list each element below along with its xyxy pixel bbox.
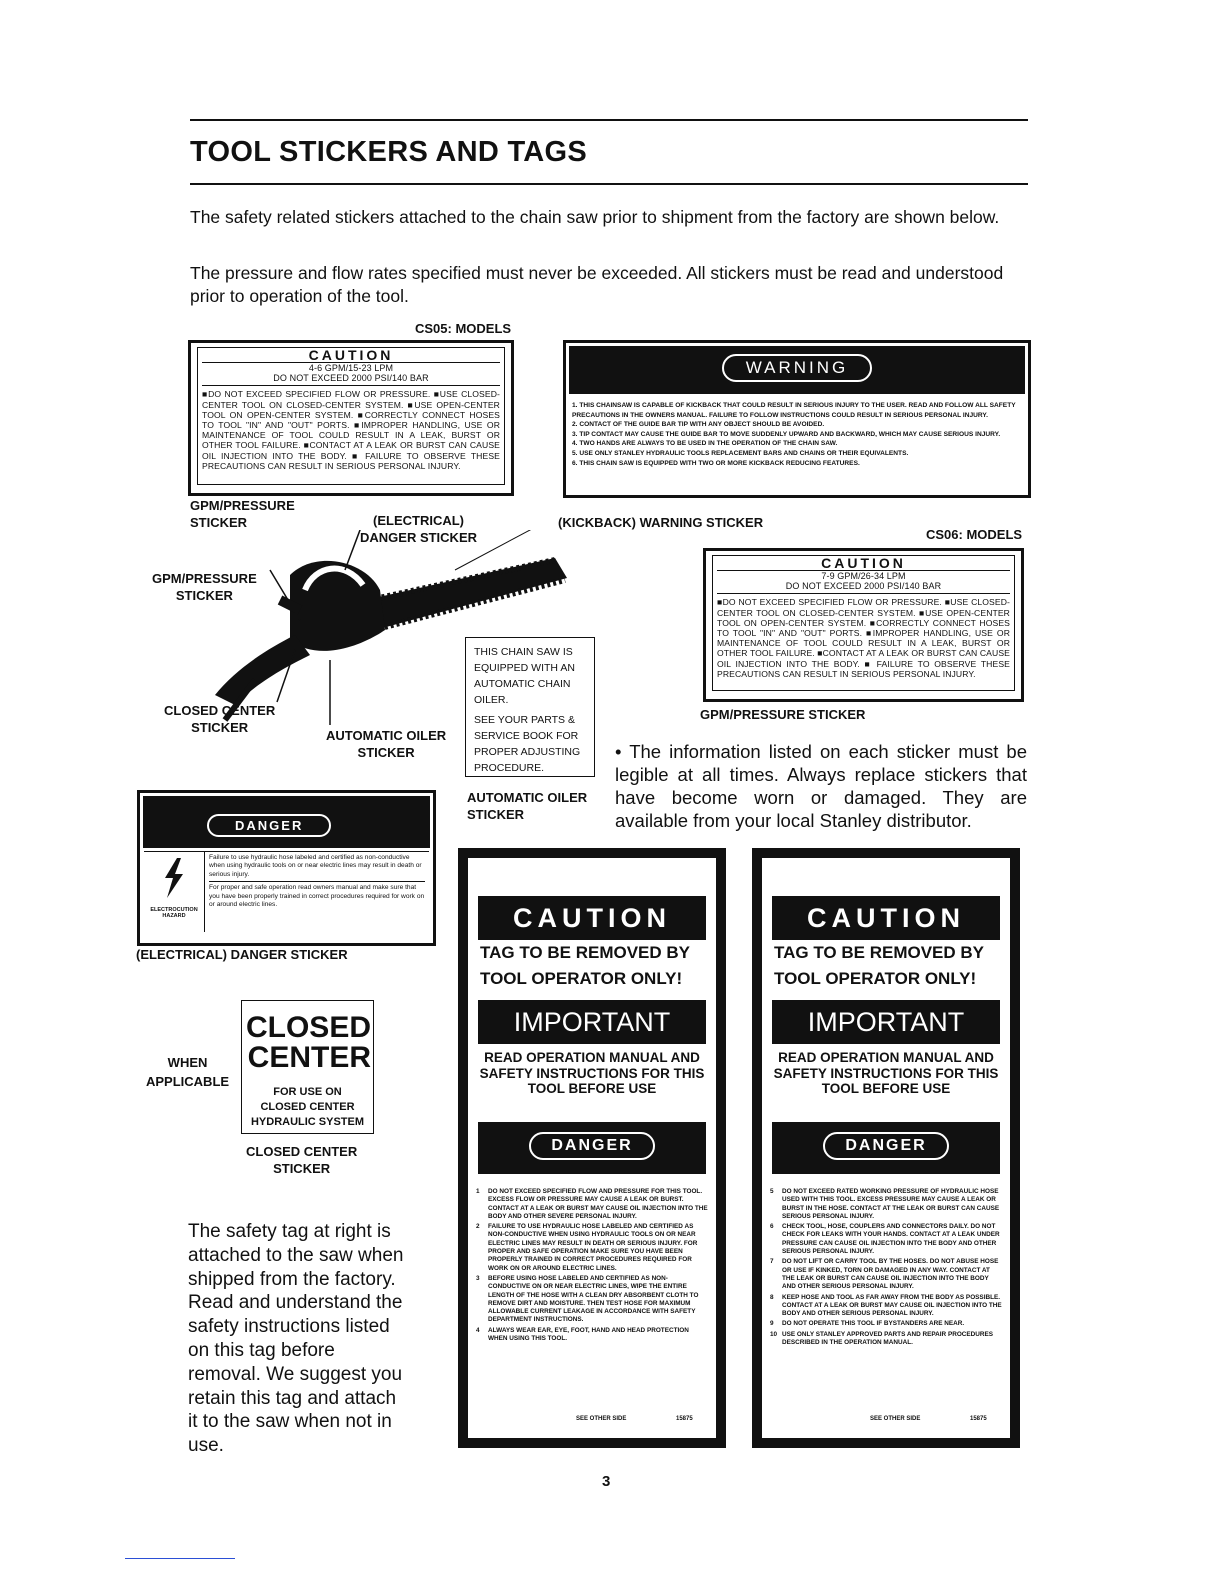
warning-list xyxy=(566,397,1028,472)
closed-center-small-text: FOR USE ON CLOSED CENTER HYDRAULIC SYSTEM xyxy=(250,1086,365,1128)
safety-tag-front xyxy=(458,848,726,1448)
caution-body: ■DO NOT EXCEED SPECIFIED FLOW OR PRESSURE. ■USE CLOSED-CENTER TOOL ON CLOSED-CENTER SYSTEM. ■USE OPEN-CENTER TOOL ON OPEN-CENTER SYSTEM. ■CORRECTLY CONNECT HOSES TO TOOL "IN" AND "OUT" PORTS. ■IMPROPER HANDLING, USE OR MAINTENANCE OF TOOL COULD RESULT IN A LEAK, BURST OR OTHER TOOL FAILURE. ■CONTACT AT A LEAK OR BURST CAN CAUSE OIL INJECTION INTO THE BODY. ■ FAILURE TO OBSERVE THESE PRECAUTIONS CAN RESULT IN SERIOUS PERSONAL INJURY. xyxy=(717,597,1010,679)
tag-removed-text: TAG TO BE REMOVED BY TOOL OPERATOR ONLY! xyxy=(480,943,690,988)
warning-heading: WARNING xyxy=(722,354,873,382)
list-item: 1 DO NOT EXCEED SPECIFIED FLOW AND PRESSURE FOR THIS TOOL. EXCESS FLOW OR PRESSURE MAY CAUSE A LEAK OR BURST. CONTACT AT A LEAK OR BURST MAY CAUSE OIL INJECTION INTO THE BODY AND OTHER SEVERE PERSONAL INJURY. xyxy=(476,1188,708,1220)
warning-item: 6. THIS CHAIN SAW IS EQUIPPED WITH TWO OR MORE KICKBACK REDUCING FEATURES. xyxy=(572,459,860,467)
info-note: • The information listed on each sticker must be legible at all times. Always replace stickers that have become worn or damaged. They are available from your local Stanley distributor. xyxy=(615,741,1027,831)
top-rule xyxy=(190,119,1028,121)
tag-danger-heading: DANGER xyxy=(529,1132,654,1160)
caution-flow: 7-9 GPM/26-34 LPM xyxy=(821,571,906,581)
electrical-danger-label: (ELECTRICAL) DANGER STICKER xyxy=(360,513,478,545)
cs05-gpm-label: GPM/PRESSURE STICKER xyxy=(190,498,295,530)
oiler-text-1: THIS CHAIN SAW IS EQUIPPED WITH AN AUTOMATIC CHAIN OILER. xyxy=(474,646,575,706)
caution-body: ■DO NOT EXCEED SPECIFIED FLOW OR PRESSURE. ■USE CLOSED-CENTER TOOL ON CLOSED-CENTER SYSTEM. ■USE OPEN-CENTER TOOL ON OPEN-CENTER SYSTEM. ■CORRECTLY CONNECT HOSES TO TOOL "IN" AND "OUT" PORTS. ■IMPROPER HANDLING, USE OR MAINTENANCE OF TOOL COULD RESULT IN A LEAK, BURST OR OTHER TOOL FAILURE. ■CONTACT AT A LEAK OR BURST CAN CAUSE OIL INJECTION INTO THE BODY. ■ FAILURE TO OBSERVE THESE PRECAUTIONS CAN RESULT IN SERIOUS PERSONAL INJURY. xyxy=(202,389,500,471)
tag-code: 15875 xyxy=(970,1416,987,1422)
list-item: 2 FAILURE TO USE HYDRAULIC HOSE LABELED AND CERTIFIED AS NON-CONDUCTIVE WHEN USING HYDRAULIC TOOLS ON OR NEAR ELECTRIC LINES MAY RESULT IN DEATH OR SERIOUS INJURY. FOR PROPER AND SAFE OPERATION MAKE SURE YOU HAVE BEEN PROPERLY TRAINED IN CORRECT PROCEDURES REQUIRED FOR WORK ON OR AROUND ELECTRIC LINES. xyxy=(476,1223,698,1272)
footer-rule xyxy=(125,1558,235,1559)
list-item: 5 DO NOT EXCEED RATED WORKING PRESSURE OF HYDRAULIC HOSE USED WITH THIS TOOL. EXCESS PRESSURE MAY CAUSE A LEAK OR BURST IN THE HOSE. CONTACT AT THE LEAK OR BURST CAN CAUSE SERIOUS PERSONAL INJURY. xyxy=(770,1188,1000,1220)
list-item: 6 CHECK TOOL, HOSE, COUPLERS AND CONNECTORS DAILY. DO NOT CHECK FOR LEAKS WITH YOUR HANDS. CONTACT AT A LEAK UNDER PRESSURE CAN CAUSE OIL INJECTION INTO THE BODY AND OTHER SERIOUS PERSONAL INJURY. xyxy=(770,1223,1000,1256)
list-item: 4 ALWAYS WEAR EAR, EYE, FOOT, HAND AND HEAD PROTECTION WHEN USING THIS TOOL. xyxy=(476,1326,689,1343)
warning-item: 5. USE ONLY STANLEY HYDRAULIC TOOLS REPLACEMENT BARS AND CHAINS OR THEIR EQUIVALENTS. xyxy=(572,449,909,457)
danger-bar xyxy=(143,796,430,848)
tag-code: 15875 xyxy=(676,1416,693,1422)
safety-tag-back xyxy=(752,848,1020,1448)
electrocution-hazard-caption: ELECTROCUTION HAZARD xyxy=(150,907,198,919)
danger-text-2: For proper and safe operation read owners manual and make sure that you have been properly trained in correct procedures required for work on or around electric lines. xyxy=(209,884,425,909)
tag-caution-heading: CAUTION xyxy=(772,896,1000,940)
electrical-danger-sticker-label: (ELECTRICAL) DANGER STICKER xyxy=(136,947,348,962)
tag-read-text: READ OPERATION MANUAL AND SAFETY INSTRUCTIONS FOR THIS TOOL BEFORE USE xyxy=(479,1050,705,1096)
caution-heading: CAUTION xyxy=(717,556,1010,571)
lightning-bolt-icon xyxy=(159,858,189,898)
tag-caution-heading: CAUTION xyxy=(478,896,706,940)
oiler-text-2: SEE YOUR PARTS & SERVICE BOOK FOR PROPER ADJUSTING PROCEDURE. xyxy=(474,714,581,774)
tag-danger-heading: DANGER xyxy=(823,1132,948,1160)
cs05-caution-sticker xyxy=(188,340,514,496)
list-item: 9 DO NOT OPERATE THIS TOOL IF BYSTANDERS ARE NEAR. xyxy=(770,1320,965,1328)
tag-read-text: READ OPERATION MANUAL AND SAFETY INSTRUCTIONS FOR THIS TOOL BEFORE USE xyxy=(773,1050,999,1096)
oiler-label: AUTOMATIC OILER STICKER xyxy=(467,790,588,822)
oiler-sticker xyxy=(465,637,595,777)
diagram-oiler-label: AUTOMATIC OILER STICKER xyxy=(326,728,447,760)
warning-item: 4. TWO HANDS ARE ALWAYS TO BE USED IN THE OPERATION OF THE CHAIN SAW. xyxy=(572,440,838,448)
list-item: 3 BEFORE USING HOSE LABELED AND CERTIFIED AS NON-CONDUCTIVE ON OR NEAR ELECTRIC LINES, WIPE THE ENTIRE LENGTH OF THE HOSE WITH A CLEAN DRY ABSORBENT CLOTH TO REMOVE DIRT AND MOISTURE. THEN TEST HOSE FOR MAXIMUM ALLOWABLE CURRENT LEAKAGE IN ACCORDANCE WITH SAFETY DEPARTMENT INSTRUCTIONS. xyxy=(476,1274,699,1324)
safety-tag-description: The safety tag at right is attached to the saw when shipped from the factory. Read and understand the safety instructions listed on this tag before removal. We suggest you retain this tag and attach it to the saw when not in use. xyxy=(188,1221,404,1457)
closed-text: CLOSED xyxy=(245,1011,371,1044)
title-rule xyxy=(190,183,1028,185)
when-applicable-label: WHEN APPLICABLE xyxy=(146,1055,230,1089)
intro-paragraph-2: The pressure and flow rates specified must never be exceeded. All stickers must be read and understood prior to operation of the tool. xyxy=(190,263,1004,306)
kickback-warning-sticker xyxy=(563,340,1031,498)
tag-important-heading: IMPORTANT xyxy=(478,1000,706,1044)
kickback-warning-label: (KICKBACK) WARNING STICKER xyxy=(558,515,764,530)
page-number: 3 xyxy=(602,1473,611,1490)
caution-flow: 4-6 GPM/15-23 LPM xyxy=(308,363,394,373)
diagram-gpm-label: GPM/PRESSURE STICKER xyxy=(152,571,257,603)
list-item: 8 KEEP HOSE AND TOOL AS FAR AWAY FROM THE BODY AS POSSIBLE. CONTACT AT A LEAK OR BURST MAY CAUSE OIL INJECTION INTO THE BODY AND OTHER SERIOUS PERSONAL INJURY. xyxy=(770,1293,1002,1318)
cs06-gpm-label: GPM/PRESSURE STICKER xyxy=(700,707,866,722)
closed-center-sticker xyxy=(241,1000,374,1134)
warning-bar xyxy=(569,346,1025,394)
warning-item: 3. TIP CONTACT MAY CAUSE THE GUIDE BAR TO MOVE SUDDENLY UPWARD AND BACKWARD, WHICH MAY CAUSE SERIOUS INJURY. xyxy=(572,430,1001,438)
tag-danger-bar xyxy=(478,1122,706,1174)
center-text: CENTER xyxy=(247,1041,371,1074)
danger-text-1: Failure to use hydraulic hose labeled and certified as non-conductive when using hydraulic tools on or near electric lines may result in death or serious injury. xyxy=(209,854,425,882)
tag-removed-text: TAG TO BE REMOVED BY TOOL OPERATOR ONLY! xyxy=(774,943,984,988)
list-item: 7 DO NOT LIFT OR CARRY TOOL BY THE HOSES. DO NOT ABUSE HOSE OR USE IF KINKED, TORN OR DAMAGED IN ANY WAY. CONTACT AT THE LEAK OR BURST CAN CAUSE OIL INJECTION INTO THE BODY AND OTHER SERIOUS PERSONAL INJURY. xyxy=(770,1258,999,1291)
cs05-models-label: CS05: MODELS xyxy=(415,321,512,336)
tag-front-list xyxy=(476,1188,708,1345)
tag-back-list xyxy=(770,1188,1002,1349)
intro-paragraph-1: The safety related stickers attached to the chain saw prior to shipment from the factory are shown below. xyxy=(190,207,1000,227)
cs06-caution-sticker xyxy=(703,548,1024,702)
tag-important-heading: IMPORTANT xyxy=(772,1000,1000,1044)
tag-danger-bar xyxy=(772,1122,1000,1174)
caution-pressure: DO NOT EXCEED 2000 PSI/140 BAR xyxy=(202,373,500,386)
closed-center-sticker-label: CLOSED CENTER STICKER xyxy=(246,1144,358,1176)
page-title: TOOL STICKERS AND TAGS xyxy=(190,136,588,168)
list-item: 10 USE ONLY STANLEY APPROVED PARTS AND REPAIR PROCEDURES DESCRIBED IN THE OPERATION MANUAL. xyxy=(770,1330,994,1347)
danger-heading: DANGER xyxy=(207,814,331,837)
warning-item: 1. THIS CHAINSAW IS CAPABLE OF KICKBACK THAT COULD RESULT IN SERIOUS INJURY TO THE USER. READ AND FOLLOW ALL SAFETY PRECAUTIONS IN THE OWNERS MANUAL. FAILURE TO FOLLOW INSTRUCTIONS COULD RESULT IN SERIOUS PERSONAL INJURY. xyxy=(572,402,1016,419)
see-other-side: SEE OTHER SIDE xyxy=(870,1416,921,1422)
caution-pressure: DO NOT EXCEED 2000 PSI/140 BAR xyxy=(717,581,1010,594)
electrical-danger-sticker xyxy=(137,790,436,946)
caution-heading: CAUTION xyxy=(202,348,500,363)
closed-center-label: CLOSED CENTER STICKER xyxy=(164,703,276,735)
cs06-models-label: CS06: MODELS xyxy=(926,527,1023,542)
warning-item: 2. CONTACT OF THE GUIDE BAR TIP WITH ANY OBJECT SHOULD BE AVOIDED. xyxy=(572,421,825,429)
see-other-side: SEE OTHER SIDE xyxy=(576,1416,627,1422)
